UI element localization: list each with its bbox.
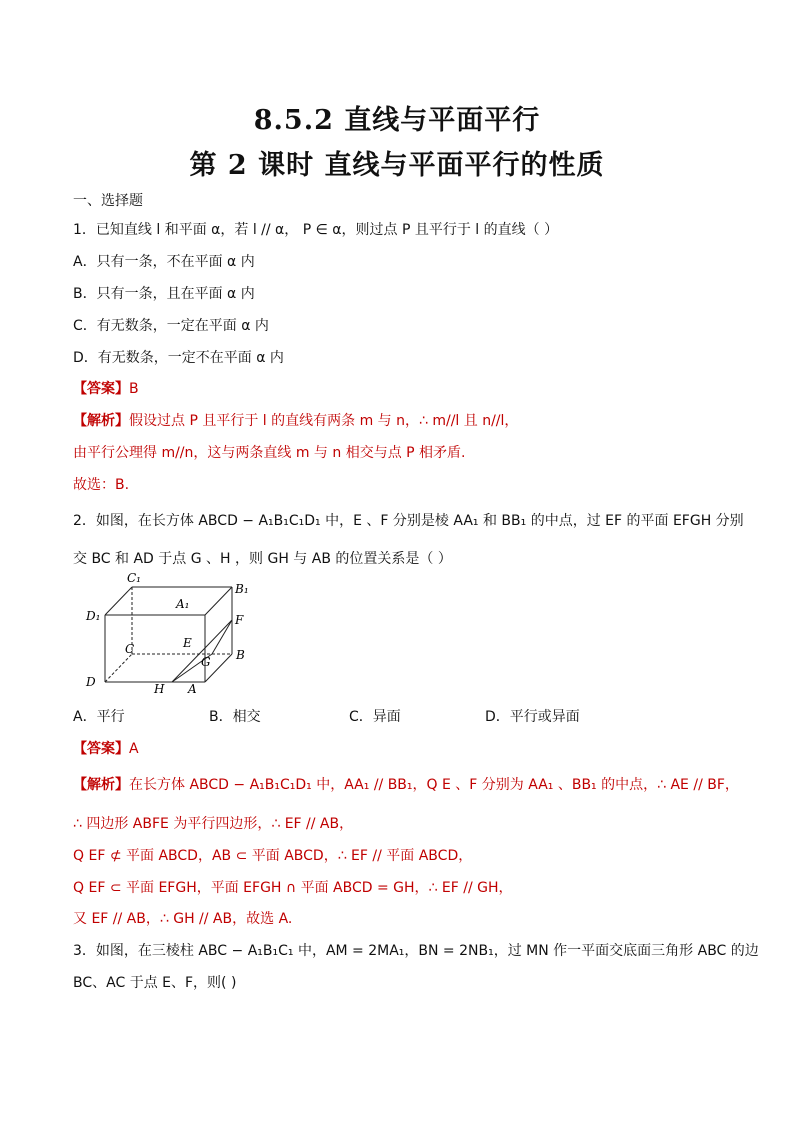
q1-option-b: B．只有一条，且在平面 α 内 <box>73 286 255 302</box>
label-a1: A₁ <box>176 597 190 611</box>
analysis-tag: 【解析】 <box>73 777 129 793</box>
answer-tag: 【答案】 <box>73 741 129 757</box>
label-e: E <box>183 636 192 650</box>
analysis-text: 假设过点 P 且平行于 l 的直线有两条 m 与 n，∴ m//l 且 n//l， <box>129 413 519 429</box>
q3-stem-2: BC、AC 于点 E、F，则( ) <box>73 975 237 991</box>
q2-answer <box>73 738 139 758</box>
answer-value: B <box>129 381 139 397</box>
q1-option-d: D．有无数条，一定不在平面 α 内 <box>73 350 284 366</box>
label-b1: B₁ <box>235 582 249 596</box>
label-h: H <box>154 682 165 696</box>
label-d: D <box>86 675 96 689</box>
q2-analysis-1 <box>73 774 739 794</box>
answer-tag: 【答案】 <box>73 381 129 397</box>
q2-stem-1: 2．如图，在长方体 ABCD − A₁B₁C₁D₁ 中，E 、F 分别是棱 AA₁ 和 BB₁ 的中点，过 EF 的平面 EFGH 分别 <box>73 513 744 529</box>
section-heading: 一、选择题 <box>73 193 143 209</box>
answer-value: A <box>129 741 139 757</box>
label-d1: D₁ <box>86 609 101 623</box>
q2-analysis-5: 又 EF // AB，∴ GH // AB，故选 A. <box>73 911 293 927</box>
q1-option-c: C．有无数条，一定在平面 α 内 <box>73 318 269 334</box>
q2-analysis-2: ∴ 四边形 ABFE 为平行四边形，∴ EF // AB， <box>73 816 354 832</box>
analysis-text: 在长方体 ABCD − A₁B₁C₁D₁ 中，AA₁ // BB₁，Q E 、F 分别为 AA₁ 、BB₁ 的中点，∴ AE // BF， <box>129 777 739 793</box>
analysis-tag: 【解析】 <box>73 413 129 429</box>
q1-analysis-2: 由平行公理得 m//n，这与两条直线 m 与 n 相交与点 P 相矛盾. <box>73 445 466 461</box>
label-c: C <box>125 642 135 656</box>
q1-option-a: A．只有一条，不在平面 α 内 <box>73 254 255 270</box>
q1-answer <box>73 378 139 398</box>
page-subtitle: 第 2 课时 直线与平面平行的性质 <box>189 150 605 181</box>
q2-option-d: D．平行或异面 <box>485 709 580 725</box>
edge-b1a1 <box>205 587 232 615</box>
q1-analysis-1 <box>73 410 518 430</box>
label-g: G <box>201 655 211 669</box>
q2-analysis-3: Q EF ⊄ 平面 ABCD，AB ⊂ 平面 ABCD，∴ EF // 平面 ABCD， <box>73 848 473 864</box>
q2-analysis-4: Q EF ⊂ 平面 EFGH，平面 EFGH ∩ 平面 ABCD = GH，∴ EF // GH， <box>73 880 513 896</box>
q2-stem-2: 交 BC 和 AD 于点 G 、H ，则 GH 与 AB 的位置关系是（ ） <box>73 551 452 567</box>
q2-option-a: A．平行 <box>73 709 125 725</box>
q1-analysis-3: 故选：B. <box>73 477 130 493</box>
label-b: B <box>236 648 245 662</box>
cuboid-diagram <box>80 572 255 697</box>
label-c1: C₁ <box>127 572 141 585</box>
q2-option-b: B．相交 <box>209 709 261 725</box>
label-a: A <box>188 682 197 696</box>
edge-c1d1 <box>105 587 132 615</box>
cuboid-figure <box>80 572 255 697</box>
page-title: 8.5.2 直线与平面平行 <box>253 105 541 136</box>
q3-stem-1: 3．如图，在三棱柱 ABC − A₁B₁C₁ 中，AM = 2MA₁，BN = 2NB₁，过 MN 作一平面交底面三角形 ABC 的边 <box>73 943 759 959</box>
q2-option-c: C．异面 <box>349 709 401 725</box>
q1-stem: 1．已知直线 l 和平面 α，若 l // α， P ∈ α，则过点 P 且平行于 l 的直线（ ） <box>73 222 559 238</box>
edge-dc <box>105 654 132 682</box>
label-f: F <box>235 613 244 627</box>
